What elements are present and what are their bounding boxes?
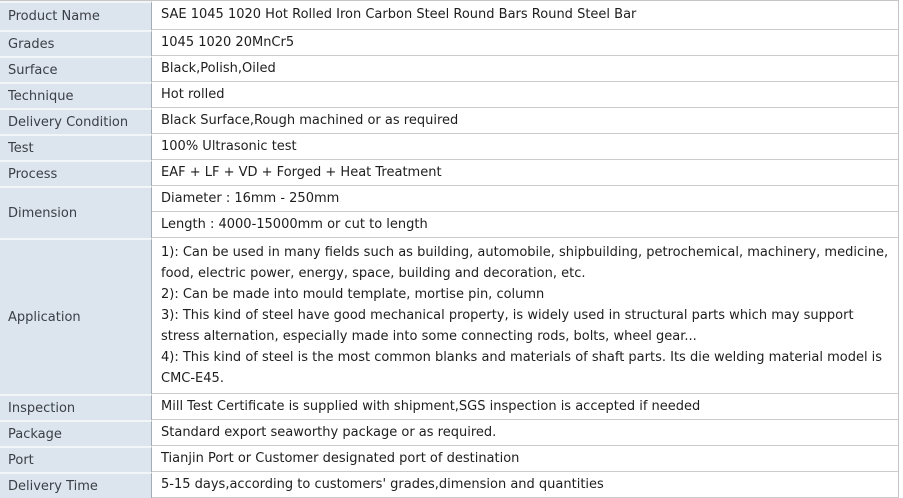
spec-value-stack bbox=[152, 108, 898, 134]
spec-value bbox=[152, 160, 898, 186]
spec-row bbox=[0, 134, 898, 160]
spec-label: Delivery Time bbox=[0, 472, 152, 498]
spec-value-stack bbox=[152, 1, 898, 30]
spec-row bbox=[0, 446, 898, 472]
spec-value-line: Tianjin Port or Customer designated port of destination bbox=[161, 450, 520, 466]
spec-row bbox=[0, 1, 898, 30]
spec-row bbox=[0, 108, 898, 134]
spec-row bbox=[0, 186, 898, 238]
spec-label: Process bbox=[0, 160, 152, 186]
spec-value bbox=[152, 394, 898, 420]
spec-label: Delivery Condition bbox=[0, 108, 152, 134]
spec-value bbox=[152, 238, 898, 394]
spec-label: Inspection bbox=[0, 394, 152, 420]
spec-value-line: 4): This kind of steel is the most common blanks and materials of shaft parts. Its die welding material model is CMC-E45. bbox=[161, 350, 883, 386]
spec-value-stack bbox=[152, 420, 898, 446]
spec-label: Test bbox=[0, 134, 152, 160]
spec-value bbox=[152, 212, 898, 238]
spec-row bbox=[0, 472, 898, 498]
spec-label: Product Name bbox=[0, 1, 152, 30]
spec-value-line: 5-15 days,according to customers' grades,dimension and quantities bbox=[161, 476, 604, 492]
spec-value-line: 3): This kind of steel have good mechanical property, is widely used in structural parts which may support stress alternation, especially made into some connecting rods, bolts, wheel gear... bbox=[161, 308, 854, 344]
spec-value-line: EAF + LF + VD + Forged + Heat Treatment bbox=[161, 164, 442, 180]
spec-value bbox=[152, 472, 898, 498]
spec-value bbox=[152, 30, 898, 56]
spec-value-line: Standard export seaworthy package or as required. bbox=[161, 424, 497, 440]
spec-row bbox=[0, 238, 898, 394]
spec-value bbox=[152, 108, 898, 134]
spec-value-line: Mill Test Certificate is supplied with shipment,SGS inspection is accepted if needed bbox=[161, 398, 701, 414]
spec-value-stack bbox=[152, 446, 898, 472]
spec-label: Technique bbox=[0, 82, 152, 108]
spec-value-stack bbox=[152, 160, 898, 186]
spec-label: Application bbox=[0, 238, 152, 394]
spec-value bbox=[152, 446, 898, 472]
spec-value bbox=[152, 186, 898, 212]
spec-value bbox=[152, 1, 898, 30]
spec-value-stack bbox=[152, 238, 898, 394]
spec-row bbox=[0, 30, 898, 56]
spec-label: Package bbox=[0, 420, 152, 446]
spec-value-line: 1): Can be used in many fields such as building, automobile, shipbuilding, petrochemical, machinery, medicine, food, electric power, energy, space, building and decoration, etc. bbox=[161, 245, 889, 281]
spec-value-line: Diameter : 16mm - 250mm bbox=[161, 190, 340, 206]
spec-value-stack bbox=[152, 134, 898, 160]
spec-value-stack bbox=[152, 82, 898, 108]
spec-value-stack bbox=[152, 30, 898, 56]
spec-value-stack bbox=[152, 394, 898, 420]
spec-value-line: Length : 4000-15000mm or cut to length bbox=[161, 216, 428, 232]
spec-value bbox=[152, 56, 898, 82]
spec-label: Surface bbox=[0, 56, 152, 82]
spec-label: Port bbox=[0, 446, 152, 472]
spec-value-line: Black Surface,Rough machined or as required bbox=[161, 112, 459, 128]
spec-value-line: Hot rolled bbox=[161, 86, 225, 102]
spec-row bbox=[0, 56, 898, 82]
spec-value-stack bbox=[152, 186, 898, 238]
spec-value-line: 100% Ultrasonic test bbox=[161, 138, 297, 154]
spec-value-stack bbox=[152, 472, 898, 498]
spec-value bbox=[152, 420, 898, 446]
spec-row bbox=[0, 394, 898, 420]
spec-value-line: SAE 1045 1020 Hot Rolled Iron Carbon Steel Round Bars Round Steel Bar bbox=[161, 7, 637, 22]
spec-value bbox=[152, 82, 898, 108]
spec-value bbox=[152, 134, 898, 160]
spec-value-line: Black,Polish,Oiled bbox=[161, 60, 276, 76]
spec-value-stack bbox=[152, 56, 898, 82]
spec-label: Grades bbox=[0, 30, 152, 56]
spec-row bbox=[0, 160, 898, 186]
spec-row bbox=[0, 82, 898, 108]
spec-label: Dimension bbox=[0, 186, 152, 238]
spec-row bbox=[0, 420, 898, 446]
spec-value-line: 1045 1020 20MnCr5 bbox=[161, 34, 295, 50]
spec-value-line: 2): Can be made into mould template, mortise pin, column bbox=[161, 287, 545, 302]
